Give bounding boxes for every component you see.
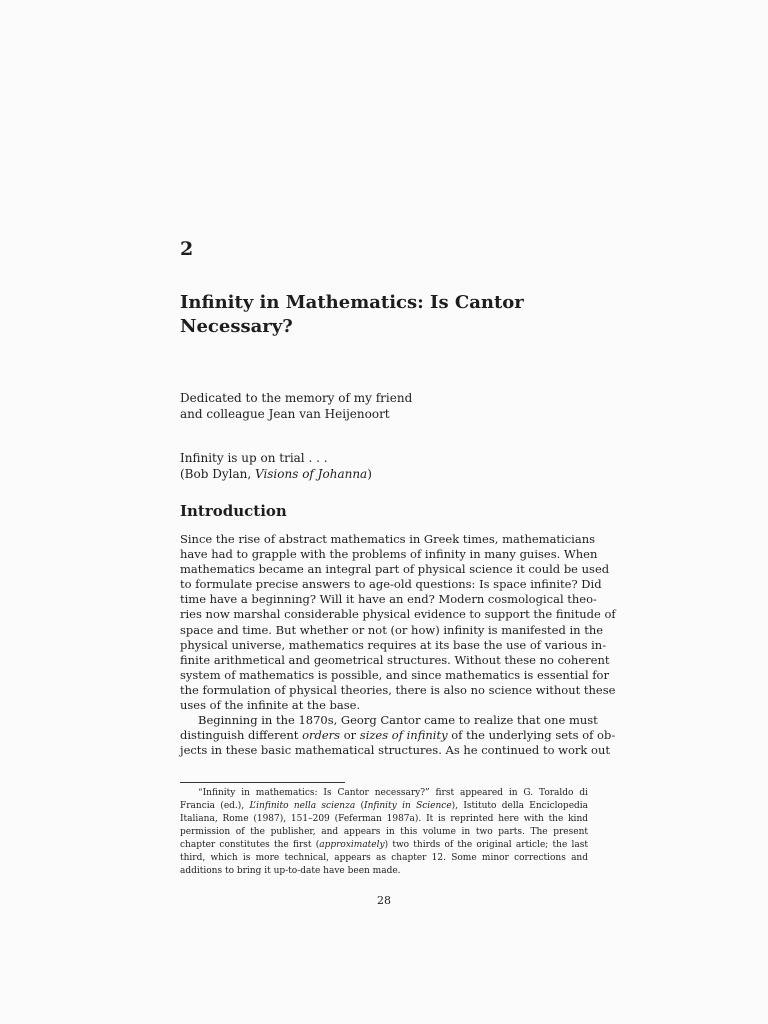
- chapter-number: 2: [180, 238, 194, 260]
- footnote-line: [180, 839, 588, 852]
- body-line-text: of the underlying sets of ob-: [447, 728, 616, 743]
- body-line: physical universe, mathematics requires at its base the use of various in-: [180, 637, 607, 652]
- chapter-title-line: Infinity in Mathematics: Is Cantor: [180, 292, 524, 313]
- body-line: mathematics became an integral part of physical science it could be used: [180, 562, 610, 577]
- section-heading: Introduction: [180, 502, 287, 520]
- body-text: [180, 532, 616, 758]
- footnote-text: Francia (ed.),: [180, 801, 250, 811]
- body-line: the formulation of physical theories, there is also no science without these: [180, 682, 616, 697]
- body-line: system of mathematics is possible, and since mathematics is essential for: [180, 667, 609, 682]
- footnote-italic: Infinity in Science: [364, 801, 452, 811]
- body-line: ries now marshal considerable physical evidence to support the finitude of: [180, 607, 616, 622]
- body-line-text: or: [340, 728, 360, 743]
- footnote-line: [180, 800, 588, 813]
- footnote-line: “Infinity in mathematics: Is Cantor necessary?” first appeared in G. Toraldo di: [198, 788, 588, 798]
- attribution-prefix: (Bob Dylan,: [180, 467, 255, 481]
- footnote-text: chapter constitutes the first (: [180, 840, 320, 850]
- body-line: uses of the infinite at the base.: [180, 698, 361, 713]
- attribution-work: Visions of Johanna: [254, 467, 368, 481]
- epigraph-attribution: [180, 466, 600, 482]
- body-line: [180, 728, 616, 743]
- body-italic-sizes: sizes of infinity: [359, 728, 448, 743]
- attribution-suffix: ): [367, 467, 372, 481]
- body-line: Beginning in the 1870s, Georg Cantor came to realize that one must: [198, 713, 598, 728]
- dedication-line: and colleague Jean van Heijenoort: [180, 407, 390, 421]
- footnote: [180, 787, 588, 878]
- epigraph: [180, 450, 600, 482]
- page-number: 28: [377, 894, 391, 907]
- epigraph-quote: Infinity is up on trial . . .: [180, 451, 328, 465]
- footnote-line: third, which is more technical, appears as chapter 12. Some minor corrections and: [180, 853, 588, 863]
- dedication: [180, 390, 600, 422]
- body-line: time have a beginning? Will it have an end? Modern cosmological theo-: [180, 592, 597, 607]
- chapter-title-line: Necessary?: [180, 316, 293, 337]
- body-line: finite arithmetical and geometrical structures. Without these no coherent: [180, 652, 610, 667]
- dedication-line: Dedicated to the memory of my friend: [180, 391, 413, 405]
- chapter-title: [180, 291, 600, 339]
- body-line: jects in these basic mathematical structures. As he continued to work out: [180, 743, 610, 758]
- footnote-line: permission of the publisher, and appears in this volume in two parts. The present: [180, 827, 588, 837]
- footnote-text: (: [355, 801, 365, 811]
- body-line: to formulate precise answers to age-old questions: Is space infinite? Did: [180, 577, 602, 592]
- footnote-text: ), Istituto della Enciclopedia: [451, 801, 589, 811]
- footnote-line: Italiana, Rome (1987), 151–209 (Feferman 1987a). It is reprinted here with the kind: [180, 814, 588, 824]
- footnote-rule: [180, 782, 345, 783]
- body-line: space and time. But whether or not (or how) infinity is manifested in the: [180, 622, 604, 637]
- body-line-text: distinguish different: [180, 728, 303, 743]
- body-line: have had to grapple with the problems of infinity in many guises. When: [180, 547, 598, 562]
- footnote-italic: L’infinito nella scienza: [249, 801, 356, 811]
- body-line: Since the rise of abstract mathematics in Greek times, mathematicians: [180, 532, 596, 546]
- footnote-italic: approximately: [319, 840, 385, 850]
- body-italic-orders: orders: [302, 728, 341, 743]
- footnote-text: ) two thirds of the original article; the last: [384, 840, 588, 850]
- footnote-line: additions to bring it up-to-date have been made.: [180, 866, 401, 876]
